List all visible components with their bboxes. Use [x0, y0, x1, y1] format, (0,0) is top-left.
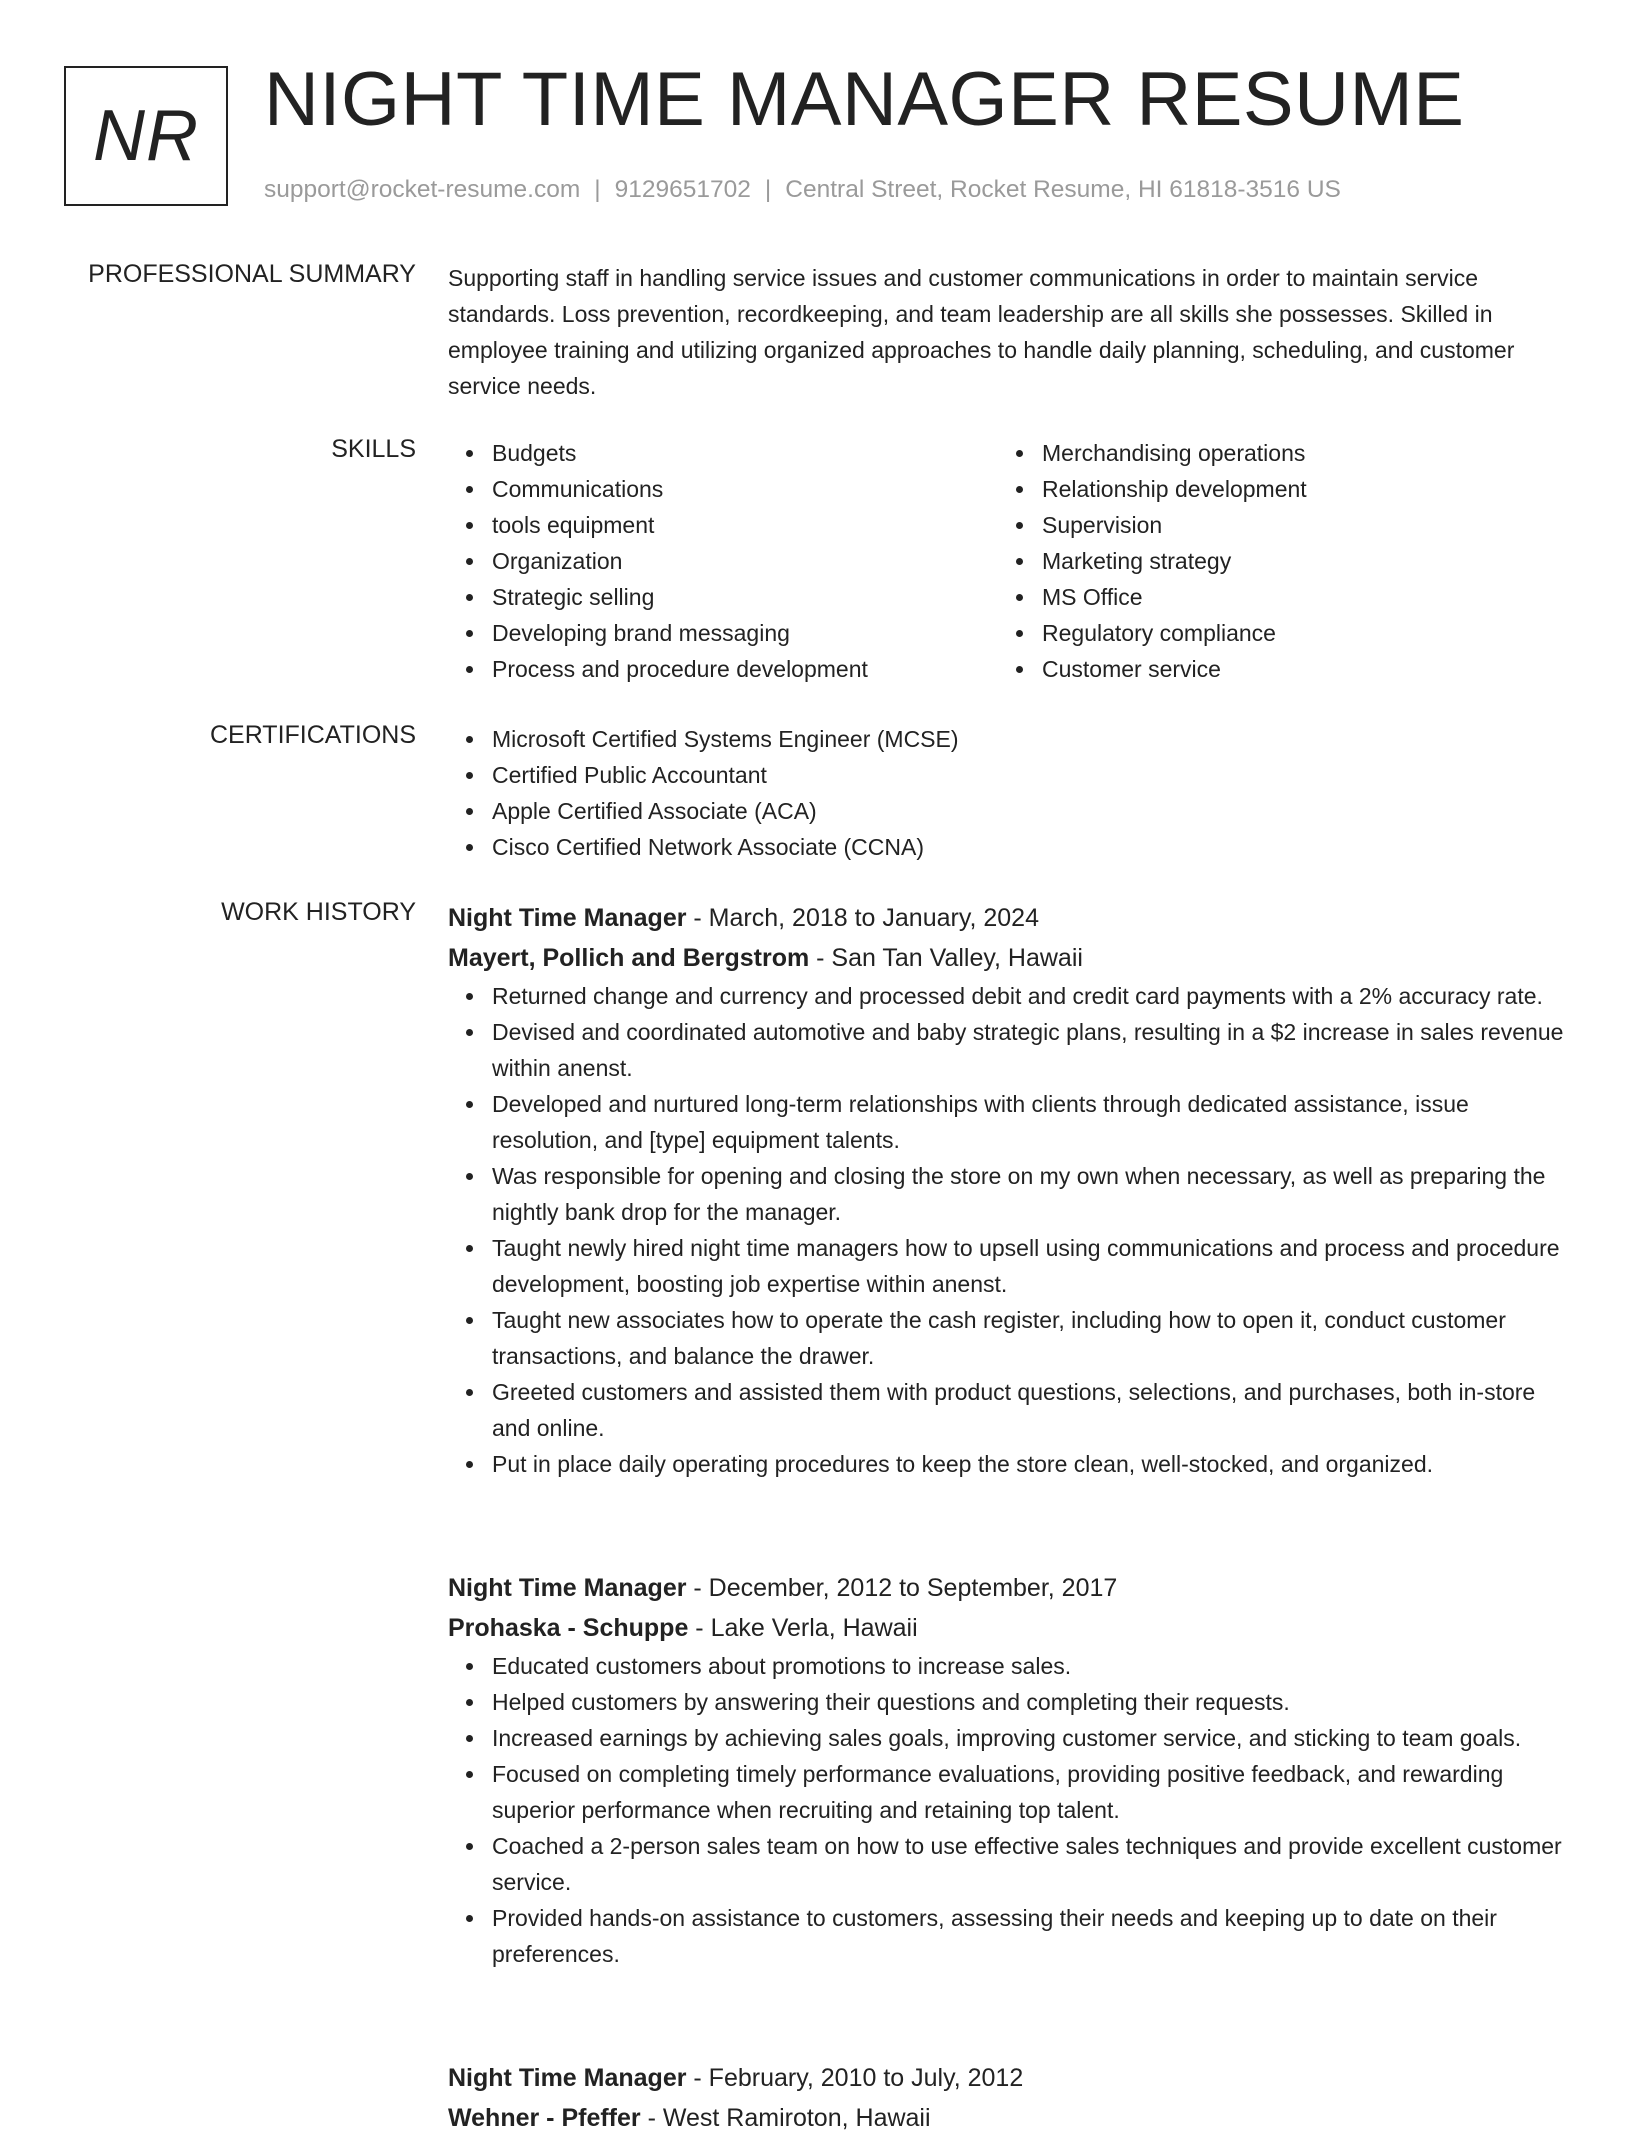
certification-item: Certified Public Accountant: [492, 757, 1566, 793]
job-bullet: Developed and nurtured long-term relationships with clients through dedicated assistance, issue resolution, and [type] equipment talents.: [492, 1086, 1566, 1158]
skills-heading: SKILLS: [331, 435, 416, 463]
skill-item: Merchandising operations: [1042, 435, 1548, 471]
job-bullet: Increased earnings by achieving sales goals, improving customer service, and sticking to team goals.: [492, 1720, 1566, 1756]
job-dates: - February, 2010 to July, 2012: [686, 2064, 1024, 2092]
job-bullet: Put in place daily operating procedures to keep the store clean, well-stocked, and organized.: [492, 1446, 1566, 1482]
job-title-line: [448, 898, 1566, 938]
monogram-box: [64, 66, 228, 206]
job-title: Night Time Manager: [448, 904, 687, 932]
skill-item: Regulatory compliance: [1042, 615, 1548, 651]
contact-line: [264, 176, 1341, 204]
contact-separator: |: [764, 176, 772, 203]
job-location: - San Tan Valley, Hawaii: [809, 944, 1083, 972]
contact-email: support@rocket-resume.com: [264, 176, 581, 203]
job-title: Night Time Manager: [448, 2064, 687, 2092]
skill-item: Organization: [492, 543, 998, 579]
contact-separator: |: [594, 176, 601, 203]
certification-item: Cisco Certified Network Associate (CCNA): [492, 829, 1566, 865]
skills-list-left: [448, 435, 998, 687]
certifications-heading: CERTIFICATIONS: [209, 721, 416, 749]
initials: NR: [93, 96, 199, 176]
skill-item: MS Office: [1042, 579, 1548, 615]
skill-item: Developing brand messaging: [492, 615, 998, 651]
job-bullet: Devised and coordinated automotive and baby strategic plans, resulting in a $2 increase in sales revenue within anenst.: [492, 1014, 1566, 1086]
job-bullet: Was responsible for opening and closing the store on my own when necessary, as well as preparing the nightly bank drop for the manager.: [492, 1158, 1566, 1230]
job-title-line: [448, 2058, 1566, 2098]
job-bullet: Educated customers about promotions to increase sales.: [492, 1648, 1566, 1684]
job-company-line: [448, 938, 1566, 978]
skill-item: Marketing strategy: [1042, 543, 1548, 579]
job-bullet: Helped customers by answering their questions and completing their requests.: [492, 1684, 1566, 1720]
skills-list-right: [998, 435, 1548, 687]
job-company: Prohaska - Schuppe: [448, 1614, 689, 1642]
job-bullet: Provided hands-on assistance to customers, assessing their needs and keeping up to date on their preferences.: [492, 1900, 1566, 1972]
contact-address: Central Street, Rocket Resume, HI 61818-3516 US: [785, 176, 1341, 203]
job-entry: [448, 1568, 1566, 1972]
skill-item: tools equipment: [492, 507, 998, 543]
skill-item: Communications: [492, 471, 998, 507]
job-bullets: [448, 1648, 1566, 1972]
job-bullet: Taught newly hired night time managers how to upsell using communications and process and procedure development, boosting job expertise within anenst.: [492, 1230, 1566, 1302]
resume-title: NIGHT TIME MANAGER RESUME: [264, 57, 1465, 142]
certifications-list: [448, 721, 1566, 865]
job-bullet: Returned change and currency and processed debit and credit card payments with a 2% accuracy rate.: [492, 978, 1566, 1014]
job-bullet: Taught new associates how to operate the cash register, including how to open it, conduct customer transactions, and balance the drawer.: [492, 1302, 1566, 1374]
job-title-line: [448, 1568, 1566, 1608]
job-dates: - March, 2018 to January, 2024: [686, 904, 1039, 932]
job-title: Night Time Manager: [448, 1574, 687, 1602]
skill-item: Process and procedure development: [492, 651, 998, 687]
job-location: - West Ramiroton, Hawaii: [640, 2104, 931, 2132]
job-bullet: Focused on completing timely performance evaluations, providing positive feedback, and rewarding superior performance when recruiting and retaining top talent.: [492, 1756, 1566, 1828]
summary-heading: PROFESSIONAL SUMMARY: [88, 260, 416, 288]
job-company-line: [448, 2098, 1566, 2138]
certification-item: Microsoft Certified Systems Engineer (MCSE): [492, 721, 1566, 757]
job-company: Mayert, Pollich and Bergstrom: [448, 944, 810, 972]
skill-item: Budgets: [492, 435, 998, 471]
contact-phone: 9129651702: [614, 176, 751, 203]
job-entry: [448, 898, 1566, 1482]
job-entry: [448, 2058, 1566, 2138]
work-history-heading: WORK HISTORY: [221, 898, 416, 926]
skill-item: Relationship development: [1042, 471, 1548, 507]
skill-item: Strategic selling: [492, 579, 998, 615]
job-dates: - December, 2012 to September, 2017: [686, 1574, 1118, 1602]
job-location: - Lake Verla, Hawaii: [688, 1614, 918, 1642]
skill-item: Customer service: [1042, 651, 1548, 687]
job-bullet: Greeted customers and assisted them with product questions, selections, and purchases, both in-store and online.: [492, 1374, 1566, 1446]
job-bullets: [448, 978, 1566, 1482]
job-bullet: Coached a 2-person sales team on how to use effective sales techniques and provide excellent customer service.: [492, 1828, 1566, 1900]
job-company-line: [448, 1608, 1566, 1648]
summary-text: Supporting staff in handling service issues and customer communications in order to maintain service standards. Loss prevention, recordkeeping, and team leadership are all skills she possesses. Skilled in employee training and utilizing organized approaches to handle daily planning, scheduling, and customer service needs.: [448, 265, 1515, 399]
skill-item: Supervision: [1042, 507, 1548, 543]
job-company: Wehner - Pfeffer: [448, 2104, 641, 2132]
certification-item: Apple Certified Associate (ACA): [492, 793, 1566, 829]
